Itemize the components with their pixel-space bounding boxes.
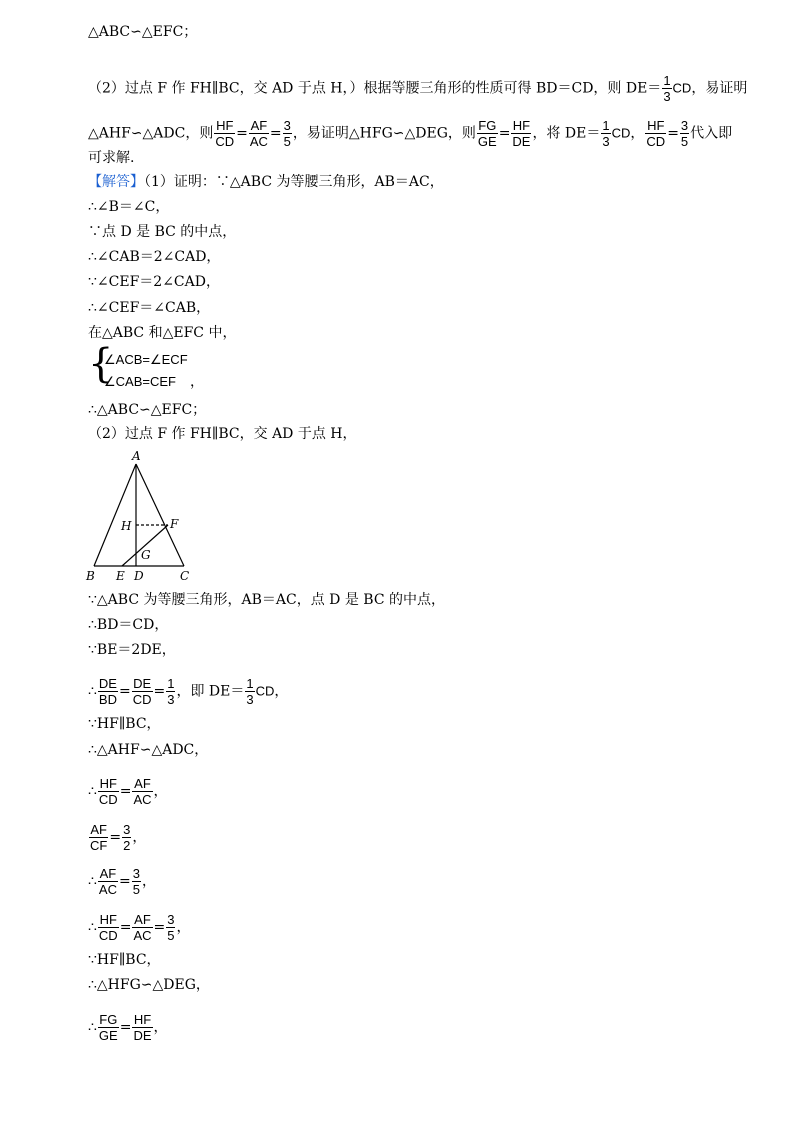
label-B: B — [86, 569, 95, 583]
fraction — [601, 118, 610, 149]
fraction — [132, 866, 141, 897]
numerator: FG — [99, 1012, 118, 1027]
text-line: ∠ACB=∠ECF — [104, 352, 188, 367]
text-span: ， — [141, 873, 156, 890]
denominator: BD — [98, 692, 117, 707]
numerator: 3 — [680, 118, 689, 133]
text-span: ∴ — [88, 873, 97, 890]
text-line: ∵HF∥BC， — [88, 952, 161, 968]
numerator: HF — [512, 118, 531, 133]
denominator: 3 — [167, 692, 175, 707]
text-span: △AHF∽△ADC，则 — [88, 125, 214, 142]
fraction — [249, 118, 269, 149]
text-line: ∴ $\frac{DE}{BD}$ = $\frac{DE}{CD}$ = $\frac{1}{3}$ ，即 DE＝ $\frac{1}{3}$ CD， — [88, 676, 289, 707]
text-span: ∴ — [88, 783, 97, 800]
text-line: ∴ $\frac{AF}{AC}$ = $\frac{3}{5}$ ， — [88, 866, 156, 897]
text-line — [88, 73, 747, 104]
numerator: 1 — [246, 676, 254, 691]
text-span: ∴ — [88, 919, 97, 936]
fraction — [511, 118, 531, 149]
fraction — [477, 118, 498, 149]
text-span: ， — [153, 1019, 168, 1036]
text-span: ∠CAB=CEF — [104, 374, 176, 389]
denominator: 3 — [602, 134, 610, 149]
denominator: AC — [249, 134, 268, 149]
text-span: ， — [153, 783, 168, 800]
text-line: ∵△ABC 为等腰三角形，AB＝AC，点 D 是 BC 的中点， — [88, 592, 445, 608]
numerator: 1 — [167, 676, 175, 691]
numerator: 1 — [663, 73, 671, 88]
denominator: 2 — [123, 838, 131, 853]
denominator: CD — [132, 692, 152, 707]
text-line: $\frac{AF}{CF}$ = $\frac{3}{2}$ ， — [90, 822, 147, 853]
text-line: ∵点 D 是 BC 的中点， — [88, 224, 237, 240]
fraction — [132, 1012, 152, 1043]
label-G: G — [141, 548, 151, 562]
fraction — [132, 676, 153, 707]
denominator: AC — [133, 792, 152, 807]
denominator: 3 — [246, 692, 254, 707]
text-line: ∵BE＝2DE， — [88, 642, 176, 658]
fraction — [662, 73, 671, 104]
numerator: HF — [99, 912, 117, 927]
fraction — [166, 912, 175, 943]
denominator: CD — [98, 792, 118, 807]
denominator: CD — [646, 134, 666, 149]
side-AB — [94, 464, 136, 566]
text-span: ，将 DE＝ — [532, 125, 601, 142]
numerator: HF — [133, 1012, 152, 1027]
text-line: ∴∠CEF＝∠CAB， — [88, 300, 211, 316]
fraction — [245, 676, 254, 707]
text-line: ∴ $\frac{HF}{CD}$ = $\frac{AF}{AC}$ = $\frac{3}{5}$ ， — [88, 912, 191, 943]
fraction — [283, 118, 292, 149]
numerator: 3 — [132, 866, 140, 881]
numerator: FG — [478, 118, 497, 133]
text-line: ∵∠CEF＝2∠CAD， — [88, 274, 220, 290]
text-line: ∴△ABC∽△EFC； — [88, 402, 207, 418]
denominator: 5 — [132, 882, 140, 897]
numerator: DE — [98, 676, 117, 691]
text-span: ， — [189, 374, 204, 390]
label-A: A — [132, 449, 141, 463]
text-span: （1）证明：∵△ABC 为等腰三角形，AB＝AC， — [144, 174, 444, 190]
denominator: 5 — [680, 134, 689, 149]
fraction — [98, 912, 119, 943]
text-span: 代入即 — [690, 125, 733, 142]
text-line: ∴BD＝CD， — [88, 617, 169, 633]
text-span: （2）过点 F 作 FH∥BC，交 AD 于点 H，）根据等腰三角形的性质可得 BD＝CD，则 DE＝ — [88, 80, 662, 97]
fraction — [214, 118, 235, 149]
denominator: CF — [90, 838, 108, 853]
numerator: 3 — [123, 822, 131, 837]
text-line: ∴ $\frac{HF}{CD}$ = $\frac{AF}{AC}$ ， — [88, 776, 168, 807]
numerator: AF — [250, 118, 268, 133]
text-line — [104, 372, 204, 392]
text-line: 可求解. — [88, 150, 135, 166]
text-line — [88, 172, 444, 192]
fraction — [89, 822, 108, 853]
numerator: HF — [99, 776, 117, 791]
numerator: AF — [134, 912, 151, 927]
denominator: GE — [477, 134, 497, 149]
denominator: CD — [98, 928, 118, 943]
fraction — [98, 866, 118, 897]
triangle-figure — [80, 448, 200, 583]
numerator: 1 — [602, 118, 610, 133]
label-H: H — [121, 519, 132, 533]
numerator: HF — [216, 118, 234, 133]
fraction — [645, 118, 666, 149]
numerator: AF — [90, 822, 107, 837]
fraction — [166, 676, 175, 707]
numerator: DE — [133, 676, 152, 691]
text-span: ∴ — [88, 1019, 97, 1036]
text-line: ∴△AHF∽△ADC， — [88, 742, 209, 758]
fraction — [680, 118, 689, 149]
denominator: DE — [512, 134, 531, 149]
label-E: E — [116, 569, 125, 583]
fraction — [98, 1012, 119, 1043]
denominator: 3 — [663, 89, 671, 104]
numerator: AF — [134, 776, 151, 791]
text-span: ，易证明 — [691, 80, 748, 97]
numerator: HF — [647, 118, 665, 133]
text-line: ∴∠CAB＝2∠CAD， — [88, 249, 221, 265]
text-span: CD — [611, 125, 631, 141]
denominator: AC — [133, 928, 152, 943]
text-line: △ABC∽△EFC； — [88, 24, 198, 40]
text-span: ， — [176, 919, 191, 936]
text-line: ∴△HFG∽△DEG， — [88, 977, 210, 993]
text-span: CD — [672, 80, 692, 96]
text-span: ， — [630, 125, 645, 142]
text-line: △AHF∽△ADC，则 $\frac{HF}{CD}$ = $\frac{AF}{AC}$ = $\frac{3}{5}$ ，易证明△HFG∽△DEG，则 $\frac{FG}{GE}$ = $\frac{HF}{DE}$ ，将 DE＝ $\frac{1}{3}$ CD， $\frac{HF}{CD}$ = $\frac{3}{5}$ 代入即 — [88, 118, 733, 149]
denominator: GE — [98, 1028, 118, 1043]
denominator: DE — [133, 1028, 152, 1043]
numerator: 3 — [283, 118, 291, 133]
text-line: ∴ $\frac{FG}{GE}$ = $\frac{HF}{DE}$ ， — [88, 1012, 168, 1043]
answer-tag: 【解答】 — [88, 174, 144, 190]
text-span: ，易证明△HFG∽△DEG，则 — [292, 125, 476, 142]
text-span: ∴ — [88, 683, 97, 700]
label-C: C — [180, 569, 190, 583]
fraction — [132, 776, 152, 807]
fraction — [98, 676, 118, 707]
label-F: F — [170, 517, 179, 531]
denominator: 5 — [167, 928, 175, 943]
text-line: ∴∠B＝∠C， — [88, 199, 170, 215]
text-span: ，即 DE＝ — [176, 683, 245, 700]
label-D: D — [134, 569, 144, 583]
text-line: 在△ABC 和△EFC 中， — [88, 325, 237, 341]
text-line: （2）过点 F 作 FH∥BC，交 AD 于点 H， — [88, 426, 357, 442]
numerator: AF — [99, 866, 117, 881]
denominator: 5 — [283, 134, 291, 149]
text-span: CD — [255, 683, 275, 699]
numerator: 3 — [167, 912, 175, 927]
text-span: ， — [274, 683, 289, 700]
brace: { — [88, 341, 114, 387]
fraction — [132, 912, 152, 943]
denominator: CD — [215, 134, 235, 149]
text-span: ， — [132, 829, 147, 846]
denominator: AC — [98, 882, 117, 897]
fraction — [98, 776, 119, 807]
text-line: ∵HF∥BC， — [88, 716, 161, 732]
fraction — [122, 822, 131, 853]
